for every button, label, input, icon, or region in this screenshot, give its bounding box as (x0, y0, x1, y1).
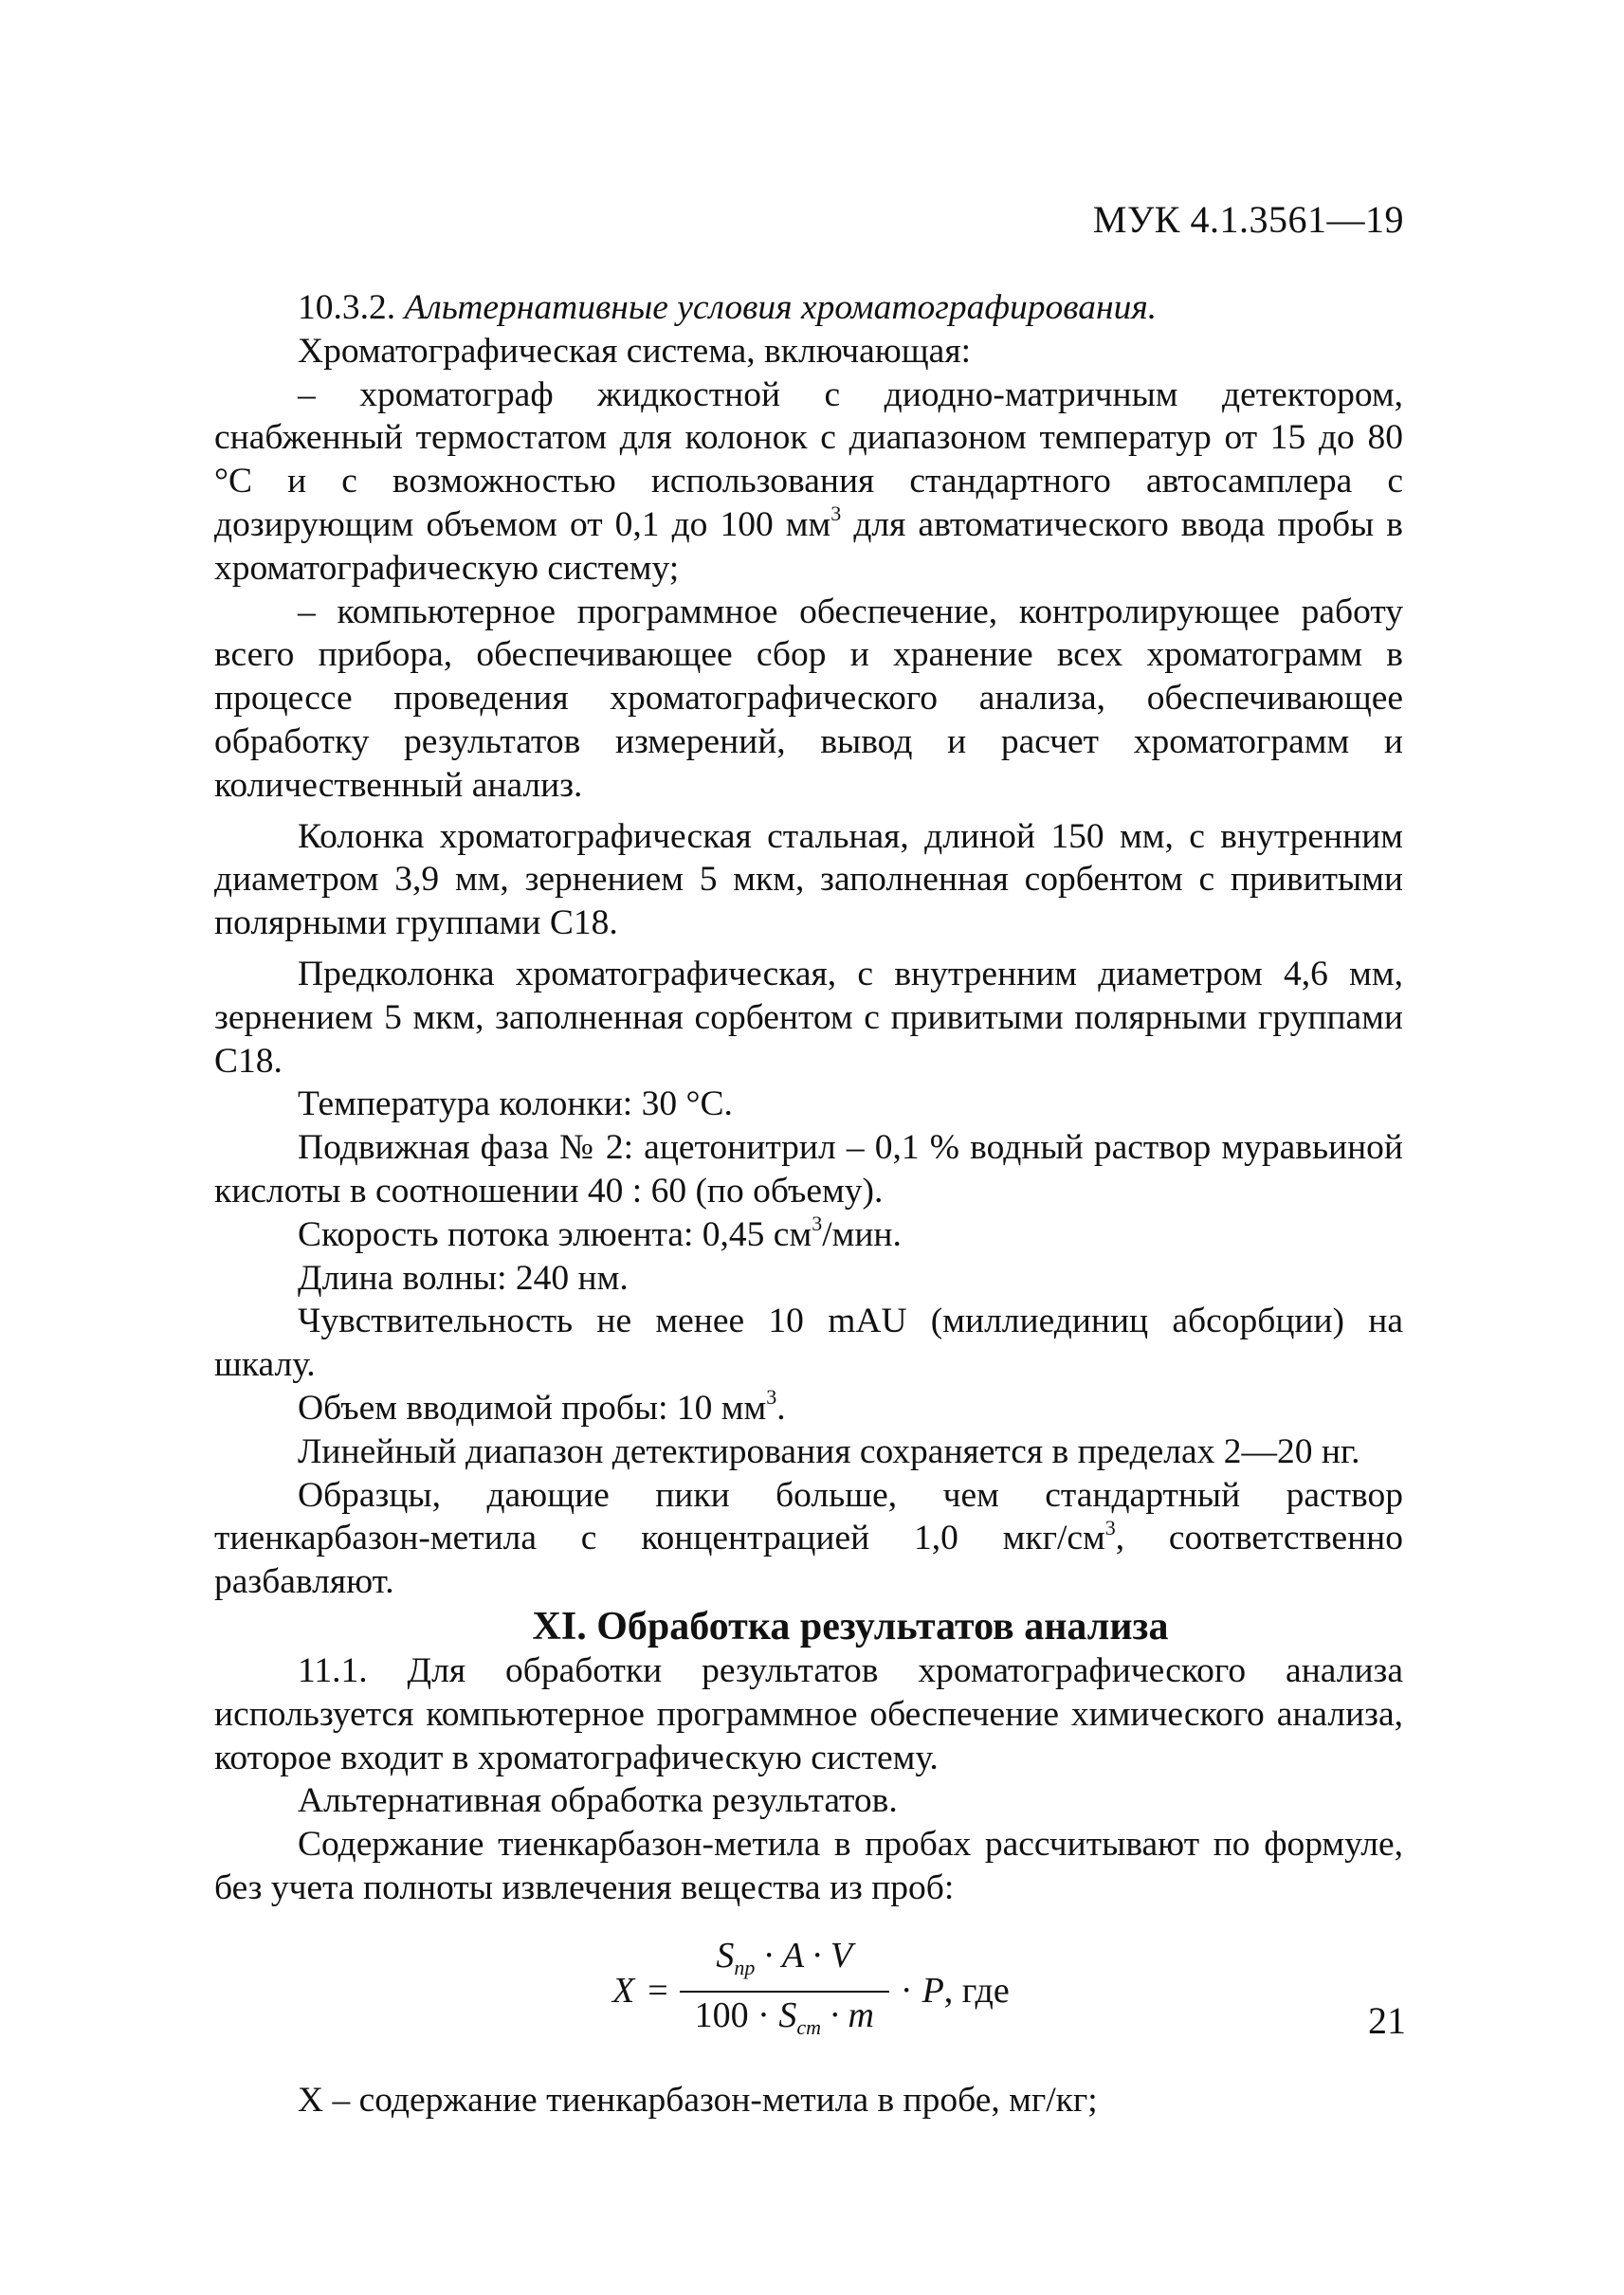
formula-subscript: пр (734, 1955, 756, 1979)
document-code-header: МУК 4.1.3561—19 (1092, 198, 1404, 241)
linear-range-paragraph: Линейный диапазон детектирования сохраняется в пределах 2—20 нг. (298, 1431, 1360, 1471)
temperature-paragraph: Температура колонки: 30 °С. (298, 1084, 733, 1124)
precolumn-paragraph: Предколонка хроматографическая, с внутренним диаметром 4,6 мм, зернением 5 мкм, заполненная сорбентом с привитыми полярными группами С18. (214, 954, 1403, 1081)
formula-denominator (680, 1993, 889, 2050)
formula-numerator (701, 1933, 867, 1991)
equipment-item-chromatograph (214, 373, 1403, 591)
formula-s: S (716, 1935, 735, 1976)
dilution-paragraph (214, 1474, 1403, 1604)
formula-100: 100 · (694, 1994, 770, 2035)
formula-equals: = (648, 1970, 668, 2011)
formula-p: P (921, 1970, 944, 2011)
column-paragraph: Колонка хроматографическая стальная, длиной 150 мм, с внутренним диаметром 3,9 мм, зернением 5 мкм, заполненная сорбентом с привитыми полярными группами С18. (214, 816, 1403, 943)
subsection-title: Альтернативные условия хроматографирования. (404, 288, 1158, 327)
section-xi-title: XI. Обработка результатов анализа (532, 1604, 1169, 1648)
item1-text: – хроматограф жидкостной с диодно-матричным детектором, снабженный термостатом для колонок с диапазоном температур от 15 до 80 °С и с возможностью использования стандартного автосамплера с дозирующим объемом от 0,1 до 100 мм (214, 374, 1403, 544)
mobile-phase-paragraph: Подвижная фаза № 2: ацетонитрил – 0,1 % водный раствор муравьиной кислоты в соотношении 40 : 60 (по объему). (214, 1128, 1403, 1211)
dilution-text: Образцы, дающие пики больше, чем стандартный раствор тиенкарбазон-метила с концентрацией 1,0 мкг/см (214, 1475, 1403, 1558)
flow-rate-tail: /мин. (822, 1214, 902, 1254)
formula-numerator-rest: · A · V (763, 1935, 853, 1976)
system-intro-paragraph: Хроматографическая система, включающая: (298, 331, 971, 371)
subsection-11-1-paragraph: 11.1. Для обработки результатов хроматографического анализа используется компьютерное программное обеспечение химического анализа, которое входит в хроматографическую систему. (214, 1650, 1403, 1777)
formula-denominator-rest: · m (830, 1994, 874, 2035)
flow-rate-paragraph (214, 1213, 1403, 1257)
alt-processing-paragraph: Альтернативная обработка результатов. (298, 1781, 898, 1821)
superscript: 3 (766, 1385, 777, 1410)
formula-subscript: ст (796, 2014, 821, 2039)
injection-volume-tail: . (776, 1388, 786, 1428)
formula-where: , где (943, 1970, 1010, 2011)
superscript: 3 (812, 1211, 823, 1236)
content-calc-paragraph: Содержание тиенкарбазон-метила в пробах рассчитывают по формуле, без учета полноты извлечения вещества из проб: (214, 1825, 1403, 1907)
x-definition-paragraph: X – содержание тиенкарбазон-метила в пробе, мг/кг; (298, 2080, 1098, 2120)
equipment-item-software: – компьютерное программное обеспечение, контролирующее работу всего прибора, обеспечивающее сбор и хранение всех хроматограмм в процессе проведения хроматографического анализа, обеспечивающее обработку результатов измерений, вывод и расчет хроматограмм и количественный анализ. (214, 592, 1403, 805)
sensitivity-paragraph: Чувствительность не менее 10 mAU (миллиединиц абсорбции) на шкалу. (214, 1302, 1403, 1385)
flow-rate-text: Скорость потока элюента: 0,45 см (298, 1214, 812, 1254)
superscript: 3 (1104, 1515, 1116, 1539)
formula-fraction (680, 1933, 889, 2050)
formula-block (214, 1923, 1403, 2066)
injection-volume-text: Объем вводимой пробы: 10 мм (298, 1388, 767, 1428)
dilution-tail: , соответственно разбавляют. (214, 1519, 1403, 1602)
formula-s: S (778, 1994, 797, 2035)
subsection-10-3-2-heading (214, 286, 1403, 330)
wavelength-paragraph: Длина волны: 240 нм. (298, 1258, 629, 1298)
injection-volume-paragraph (214, 1387, 1403, 1430)
page-body (214, 286, 1403, 2122)
formula-times: · (900, 1970, 913, 2011)
superscript: 3 (830, 501, 842, 526)
page-number: 21 (1368, 1999, 1406, 2042)
item1-tail: для автоматического ввода пробы в хроматографическую систему; (214, 504, 1403, 588)
formula-lhs: X (612, 1970, 635, 2011)
subsection-number: 10.3.2. (298, 288, 396, 327)
calculation-formula (612, 1933, 1010, 2050)
